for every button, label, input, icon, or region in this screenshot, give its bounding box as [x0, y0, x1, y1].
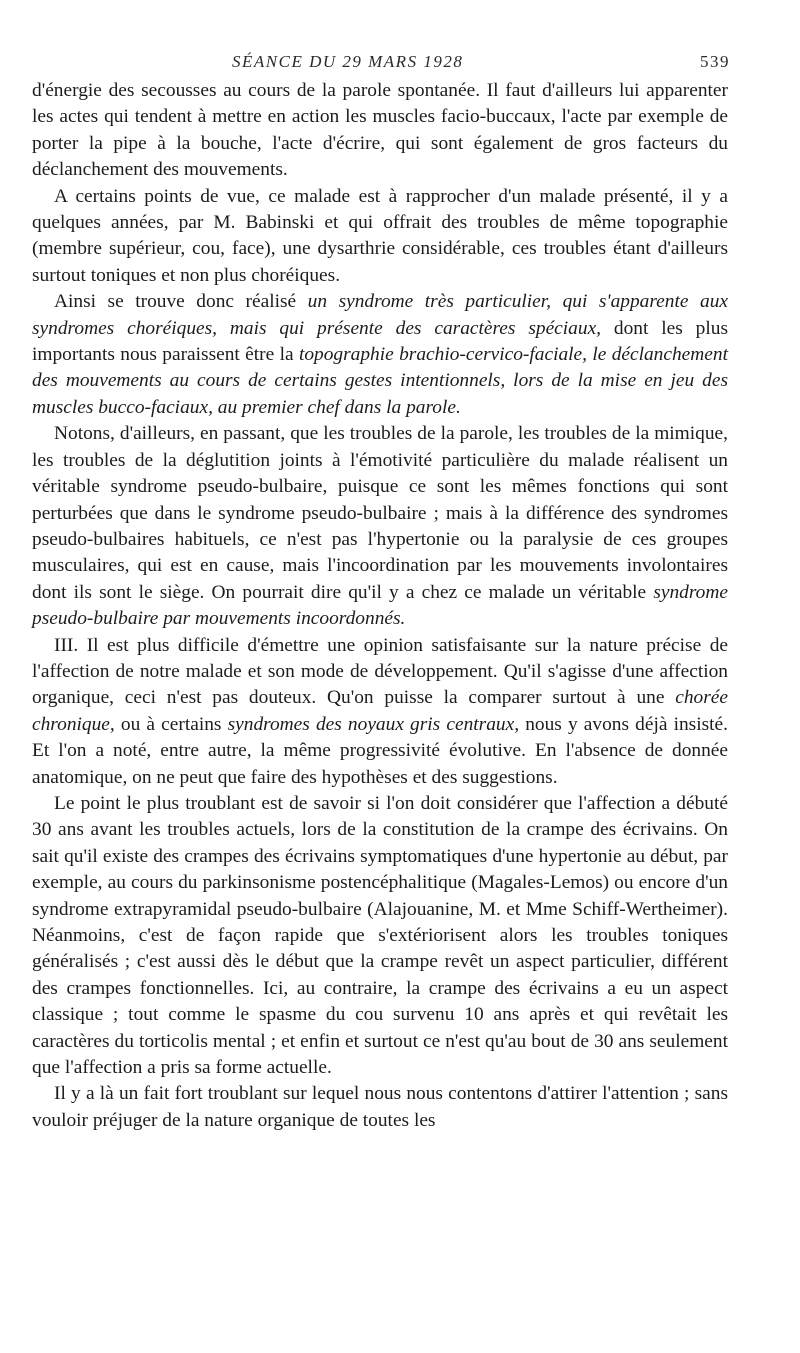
page-number: 539 — [700, 52, 730, 71]
text-run: nous y avons déjà insisté. Et l'on a noté, entre autre, la même progressivité évolutive. En l'absence de donnée anatomique, on ne peut que faire des hypothèses et des suggestions. — [32, 713, 728, 788]
paragraph — [32, 289, 728, 421]
text-run: Le point le plus troublant est de savoir si l'on doit considérer que l'affection a débuté 30 ans avant les troubles actuels, lors de la constitution de la crampe des écrivains. On sait qu'il existe des crampes des écrivains symptomatiques d'une hypertonie au début, par exemple, au cours du parkinsonisme postencéphalitique (Magales-Lemos) ou encore d'un syndrome extrapyramidal pseudo-bulbaire (Alajouanine, M. et Mme Schiff-Wertheimer). Néanmoins, c'est de façon rapide que s'extériorisent alors les troubles toniques généralisés ; c'est aussi dès le début que la crampe revêt un aspect particulier, différent des crampes fonctionnelles. Ici, au contraire, la crampe des écrivains a eu un aspect classique ; tout comme le spasme du cou survenu 10 ans après et qui revêtait les caractères du torticolis mental ; et enfin et surtout ce n'est qu'au bout de 30 ans seulement que l'affection a pris sa forme actuelle. — [32, 792, 728, 1079]
text-run: ou à certains — [114, 713, 228, 735]
paragraph — [32, 1081, 728, 1134]
text-run: d'énergie des secousses au cours de la parole spontanée. Il faut d'ailleurs lui apparenter les actes qui tendent à mettre en action les muscles facio-buccaux, l'acte par exemple de porter la pipe à la bouche, l'acte d'écrire, qui sont également de gros facteurs du déclanchement des mouvements. — [32, 80, 728, 181]
text-run: Notons, d'ailleurs, en passant, que les troubles de la parole, les troubles de la mimique, les troubles de la déglutition joints à l'émotivité particulière du malade réalisent un véritable syndrome pseudo-bulbaire, puisque ce sont les mêmes fonctions qui sont perturbées que dans le syndrome pseudo-bulbaire ; mais à la différence des syndromes pseudo-bulbaires habituels, ce n'est pas l'hypertonie ou la paralysie de ces groupes musculaires, qui est en cause, mais l'incoordination par les mouvements involontaires dont ils sont le siège. On pourrait dire qu'il y a chez ce malade un véritable — [32, 423, 728, 603]
text-run: A certains points de vue, ce malade est à rapprocher d'un malade présenté, il y a quelques années, par M. Babinski et qui offrait des troubles de même topographie (membre supérieur, cou, face), une dysarthrie considérable, ces troubles étant d'ailleurs surtout toniques et non plus choréiques. — [32, 185, 728, 286]
italic-run: syndrome pseudo-bulbaire par mouvements incoordonnés. — [32, 581, 728, 630]
document-page — [32, 44, 728, 1134]
text-run: III. Il est plus difficile d'émettre une opinion satisfaisante sur la nature précise de l'affection de notre malade et son mode de développement. Qu'il s'agisse d'une affection organique, ceci n'est pas douteux. Qu'on puisse la comparer surtout à une — [32, 634, 728, 709]
italic-run: syndromes des noyaux gris centraux, — [227, 713, 520, 735]
paragraph — [32, 78, 728, 184]
paragraph — [32, 421, 728, 632]
paragraph — [32, 791, 728, 1081]
italic-run: chorée chronique, — [32, 687, 728, 735]
text-run: Ainsi se trouve donc réalisé — [54, 291, 308, 313]
body-text — [32, 78, 728, 1134]
running-header — [32, 44, 728, 78]
italic-run: topographie brachio-cervico-faciale, le déclanchement des mouvements au cours de certains gestes intentionnels, lors de la mise en jeu des muscles bucco-faciaux, au premier chef dans la parole. — [32, 344, 728, 418]
italic-run: un syndrome très particulier, qui s'apparente aux syndromes choréiques, mais qui présente des caractères spéciaux, — [32, 291, 728, 339]
paragraph — [32, 633, 728, 791]
text-run: Il y a là un fait fort troublant sur lequel nous nous contentons d'attirer l'attention ; sans vouloir préjuger de la nature organique de toutes les — [32, 1083, 728, 1131]
text-run: dont les plus importants nous paraissent être la — [32, 317, 728, 366]
running-title: SÉANCE DU 29 MARS 1928 — [232, 52, 464, 71]
paragraph — [32, 184, 728, 290]
